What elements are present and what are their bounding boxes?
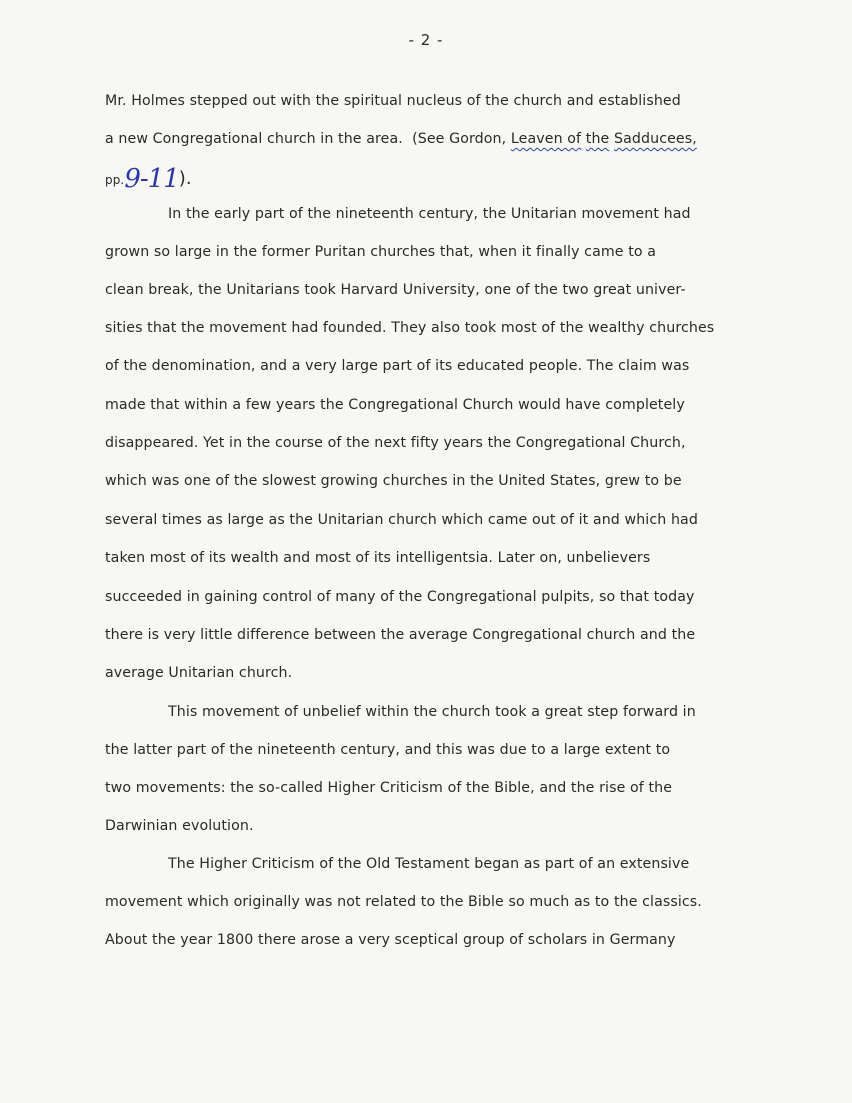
text-line: sities that the movement had founded. They also took most of the wealthy churches	[105, 320, 715, 336]
text-segment: a new Congregational church in the area. (See Gordon,	[105, 131, 511, 147]
text-line: which was one of the slowest growing churches in the United States, grew to be	[105, 473, 682, 489]
text-line: two movements: the so-called Higher Criticism of the Bible, and the rise of the	[105, 780, 673, 796]
text-line	[105, 131, 697, 147]
text-line: several times as large as the Unitarian church which came out of it and which had	[105, 512, 698, 528]
text-line: taken most of its wealth and most of its intelligentsia. Later on, unbelievers	[105, 550, 651, 566]
text-line: average Unitarian church.	[105, 665, 293, 681]
page-number: - 2 -	[408, 31, 444, 49]
handwritten-pages: 9-11	[124, 164, 179, 194]
citation-closing: ).	[178, 168, 192, 189]
text-line: In the early part of the nineteenth century, the Unitarian movement had	[168, 206, 691, 222]
text-line: disappeared. Yet in the course of the next fifty years the Congregational Church,	[105, 435, 686, 451]
text-line: Mr. Holmes stepped out with the spiritual nucleus of the church and established	[105, 93, 681, 109]
citation-title-part: Leaven of	[510, 131, 582, 147]
text-line: Darwinian evolution.	[105, 818, 254, 834]
text-line: there is very little difference between the average Congregational church and the	[105, 627, 696, 643]
text-line: succeeded in gaining control of many of the Congregational pulpits, so that today	[105, 589, 695, 605]
text-line: of the denomination, and a very large part of its educated people. The claim was	[105, 358, 690, 374]
citation-title-part: the	[585, 131, 610, 147]
text-line: clean break, the Unitarians took Harvard University, one of the two great univer-	[105, 282, 686, 298]
citation-pages-line	[105, 164, 192, 194]
text-line: This movement of unbelief within the church took a great step forward in	[168, 704, 696, 720]
text-line: About the year 1800 there arose a very sceptical group of scholars in Germany	[105, 932, 676, 948]
text-line: grown so large in the former Puritan churches that, when it finally came to a	[105, 244, 657, 260]
text-line: the latter part of the nineteenth century, and this was due to a large extent to	[105, 742, 671, 758]
text-line: movement which originally was not related to the Bible so much as to the classics.	[105, 894, 702, 910]
pp-prefix: pp.	[105, 173, 125, 187]
text-line: The Higher Criticism of the Old Testament began as part of an extensive	[168, 856, 690, 872]
citation-title-part: Sadducees,	[614, 131, 697, 147]
text-line: made that within a few years the Congregational Church would have completely	[105, 397, 685, 413]
